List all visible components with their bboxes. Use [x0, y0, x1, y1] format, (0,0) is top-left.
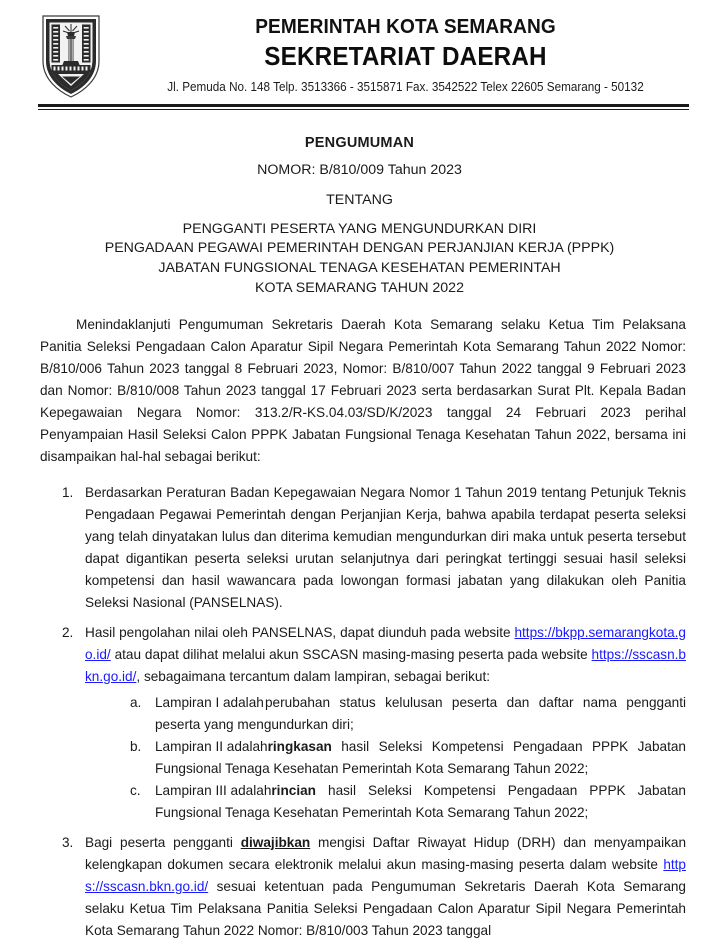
sublist-item-c-text: hasil Seleksi Kompetensi Pengadaan PPPK Jabatan Fungsional Tenaga Kesehatan Pemerintah Kota Semarang Tahun 2022;	[155, 783, 686, 821]
sublist-item-b-marker: b.	[130, 739, 142, 754]
subject-line-2: PENGADAAN PEGAWAI PEMERINTAH DENGAN PERJANJIAN KERJA (PPPK)	[104, 240, 615, 257]
semarang-coat-of-arms-icon	[40, 13, 102, 99]
alpha-sublist	[85, 692, 686, 824]
subject-line-1: PENGGANTI PESERTA YANG MENGUNDURKAN DIRI	[182, 220, 537, 237]
sublist-item-a-text: perubahan status kelulusan peserta dan daftar nama pengganti peserta yang mengundurkan diri;	[155, 694, 686, 732]
letterhead-text	[0, 14, 719, 96]
numbered-list	[40, 482, 686, 942]
list-item-2-text-part3: , sebagaimana tercantum dalam lampiran, sebagai berikut:	[136, 668, 491, 684]
list-item-3-text-part3: sesuai ketentuan pada Pengumuman Sekretaris Daerah Kota Semarang selaku Ketua Tim Pelaksana Panitia Seleksi Pengadaan Calon Aparatur Sipil Negara Pemerintah Kota Semarang Tahun 2022 Nomor: B/810/003 Tahun 2023 tanggal	[85, 879, 686, 939]
sublist-item-a-lead: Lampiran I adalah	[155, 694, 264, 710]
announcement-subject	[0, 220, 719, 298]
subject-line-3: JABATAN FUNGSIONAL TENAGA KESEHATAN PEMERINTAH	[158, 259, 561, 276]
divider-thick-line	[38, 104, 689, 107]
sublist-item-b	[85, 736, 686, 780]
announcement-heading: PENGUMUMAN	[304, 135, 415, 151]
announcement-title-block	[0, 133, 719, 298]
list-item-3-emphasis: diwajibkan	[240, 835, 311, 851]
sublist-item-a-marker: a.	[130, 694, 142, 710]
announcement-number: NOMOR: B/810/009 Tahun 2023	[257, 161, 462, 178]
sublist-item-c-lead: Lampiran III adalah	[155, 783, 272, 799]
list-item-3-text-part1: Bagi peserta pengganti	[85, 835, 241, 851]
list-item-2-text-part1: Hasil pengolahan nilai oleh PANSELNAS, dapat diunduh pada website	[85, 624, 515, 640]
letterhead-divider	[38, 104, 689, 110]
sscasn-website-link-1[interactable]: https://sscasn.bkn.go.id/	[85, 646, 686, 684]
letterhead	[0, 0, 719, 112]
org-address: Jl. Pemuda No. 148 Telp. 3513366 - 3515871 Fax. 3542522 Telex 22605 Semarang - 50132	[167, 78, 644, 94]
sublist-item-b-emphasis: ringkasan	[267, 739, 332, 754]
list-item-3	[40, 832, 686, 942]
list-item-1-marker: 1.	[62, 484, 74, 500]
subject-line-4: KOTA SEMARANG TAHUN 2022	[255, 279, 464, 296]
divider-thin-line	[38, 109, 689, 110]
sscasn-website-link-2[interactable]: https://sscasn.bkn.go.id/	[85, 857, 686, 895]
sublist-item-b-lead: Lampiran II adalah	[155, 739, 268, 754]
list-item-2-text-part2: atau dapat dilihat melalui akun SSCASN masing-masing peserta pada website	[110, 646, 592, 662]
list-item-3-marker: 3.	[62, 835, 74, 851]
document-body	[0, 314, 719, 942]
org-name-line2: SEKRETARIAT DAERAH	[264, 42, 547, 71]
sublist-item-c	[85, 780, 686, 824]
sublist-item-b-text: hasil Seleksi Kompetensi Pengadaan PPPK Jabatan Fungsional Tenaga Kesehatan Pemerintah Kota Semarang Tahun 2022;	[155, 739, 686, 777]
list-item-1-text: Berdasarkan Peraturan Badan Kepegawaian Negara Nomor 1 Tahun 2019 tentang Petunjuk Teknis Pengadaan Pegawai Pemerintah dengan Perjanjian Kerja, bahwa apabila terdapat peserta seleksi yang telah dinyatakan lulus dan diterima kemudian mengundurkan diri maka untuk peserta tersebut dapat digantikan peserta seleksi urutan selanjutnya dari peringkat tertinggi sesuai hasil seleksi kompetensi dan hasil wawancara pada lowongan formasi jabatan yang dilakukan oleh Panitia Seleksi Nasional (PANSELNAS).	[85, 484, 686, 610]
opening-paragraph	[40, 314, 686, 468]
opening-paragraph-text: Menindaklanjuti Pengumuman Sekretaris Daerah Kota Semarang selaku Ketua Tim Pelaksana Panitia Seleksi Pengadaan Calon Aparatur Sipil Negara Pemerintah Kota Semarang Tahun 2022 Nomor: B/810/006 Tahun 2023 tanggal 8 Februari 2023, Nomor: B/810/007 Tahun 2022 tanggal 9 Februari 2023 dan Nomor: B/810/008 Tahun 2023 tanggal 17 Februari 2023 serta berdasarkan Surat Plt. Kepala Badan Kepegawaian Negara Nomor: 313.2/R-KS.04.03/SD/K/2023 tanggal 24 Februari 2023 perihal Penyampaian Hasil Seleksi Calon PPPK Jabatan Fungsional Tenaga Kesehatan Tahun 2022, bersama ini disampaikan hal-hal sebagai berikut:	[40, 317, 686, 465]
sublist-item-c-emphasis: rincian	[271, 783, 316, 799]
sublist-item-a	[85, 692, 686, 736]
list-item-3-text-part2: mengisi Daftar Riwayat Hidup (DRH) dan menyampaikan kelengkapan dokumen secara elektronik melalui akun masing-masing peserta dalam website	[85, 835, 687, 873]
list-item-1	[40, 482, 686, 614]
org-name-line1: PEMERINTAH KOTA SEMARANG	[255, 15, 556, 38]
announcement-about-label: TENTANG	[326, 191, 393, 208]
sublist-item-c-marker: c.	[130, 783, 141, 799]
list-item-2-marker: 2.	[62, 624, 74, 640]
bkpp-website-link[interactable]: https://bkpp.semarangkota.go.id/	[85, 624, 686, 662]
list-item-2	[40, 622, 686, 824]
